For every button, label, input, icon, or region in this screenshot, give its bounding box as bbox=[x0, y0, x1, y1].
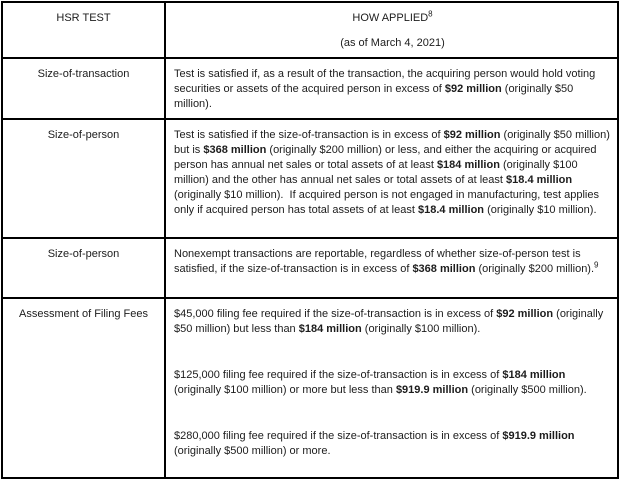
header-as-of-date: (as of March 4, 2021) bbox=[340, 37, 445, 49]
hsr-test-cell: Size-of-person bbox=[47, 248, 120, 260]
how-applied-cell bbox=[164, 59, 617, 118]
header-hsr-test: HSR TEST bbox=[56, 12, 111, 24]
hsr-thresholds-table bbox=[1, 1, 619, 479]
header-title-text: HOW APPLIED bbox=[352, 12, 429, 24]
hsr-test-cell: Assessment of Filing Fees bbox=[19, 308, 148, 320]
paragraph: $45,000 filing fee required if the size-of-transaction is in excess of $92 million (originally $50 million) but less than $184 million (originally $100 million). bbox=[174, 308, 604, 335]
paragraph: $125,000 filing fee required if the size-of-transaction is in excess of $184 million (originally $100 million) or more but less than $919.9 million (originally $500 million). bbox=[174, 369, 587, 396]
hsr-test-cell: Size-of-person bbox=[47, 129, 120, 141]
how-applied-cell bbox=[164, 239, 617, 297]
paragraph: $280,000 filing fee required if the size-of-transaction is in excess of $919.9 million (originally $500 million) or more. bbox=[174, 430, 575, 457]
footnote-ref-8: 8 bbox=[428, 9, 433, 19]
table-header-row bbox=[3, 3, 617, 57]
header-how-applied bbox=[164, 3, 617, 57]
table-row-filing-fees bbox=[3, 297, 617, 477]
paragraph: Test is satisfied if the size-of-transaction is in excess of $92 million (originally $50 million) but is $368 million (originally $200 million) or less, and either the acquiring or acquired person has annual net sales or total assets of at least $184 million (originally $100 million) and the other has annual net sales or total assets of at least $18.4 million (originally $10 million). If acquired person is not engaged in manufacturing, test applies only if acquired person has total assets of at least $18.4 million (originally $10 million). bbox=[174, 129, 610, 216]
table-row-size-of-transaction bbox=[3, 57, 617, 118]
paragraph: Nonexempt transactions are reportable, regardless of whether size-of-person test is satisfied, if the size-of-transaction is in excess of $368 million (originally $200 million).$^9$ bbox=[174, 248, 599, 275]
table-row-size-of-person-2 bbox=[3, 237, 617, 297]
paragraph: Test is satisfied if, as a result of the transaction, the acquiring person would hold voting securities or assets of the acquired person in excess of $92 million (originally $50 million). bbox=[174, 68, 596, 110]
header-how-applied-title bbox=[174, 11, 611, 26]
how-applied-cell bbox=[164, 299, 617, 477]
how-applied-cell bbox=[164, 120, 617, 237]
table-row-size-of-person-1 bbox=[3, 118, 617, 237]
hsr-test-cell: Size-of-transaction bbox=[37, 68, 130, 80]
